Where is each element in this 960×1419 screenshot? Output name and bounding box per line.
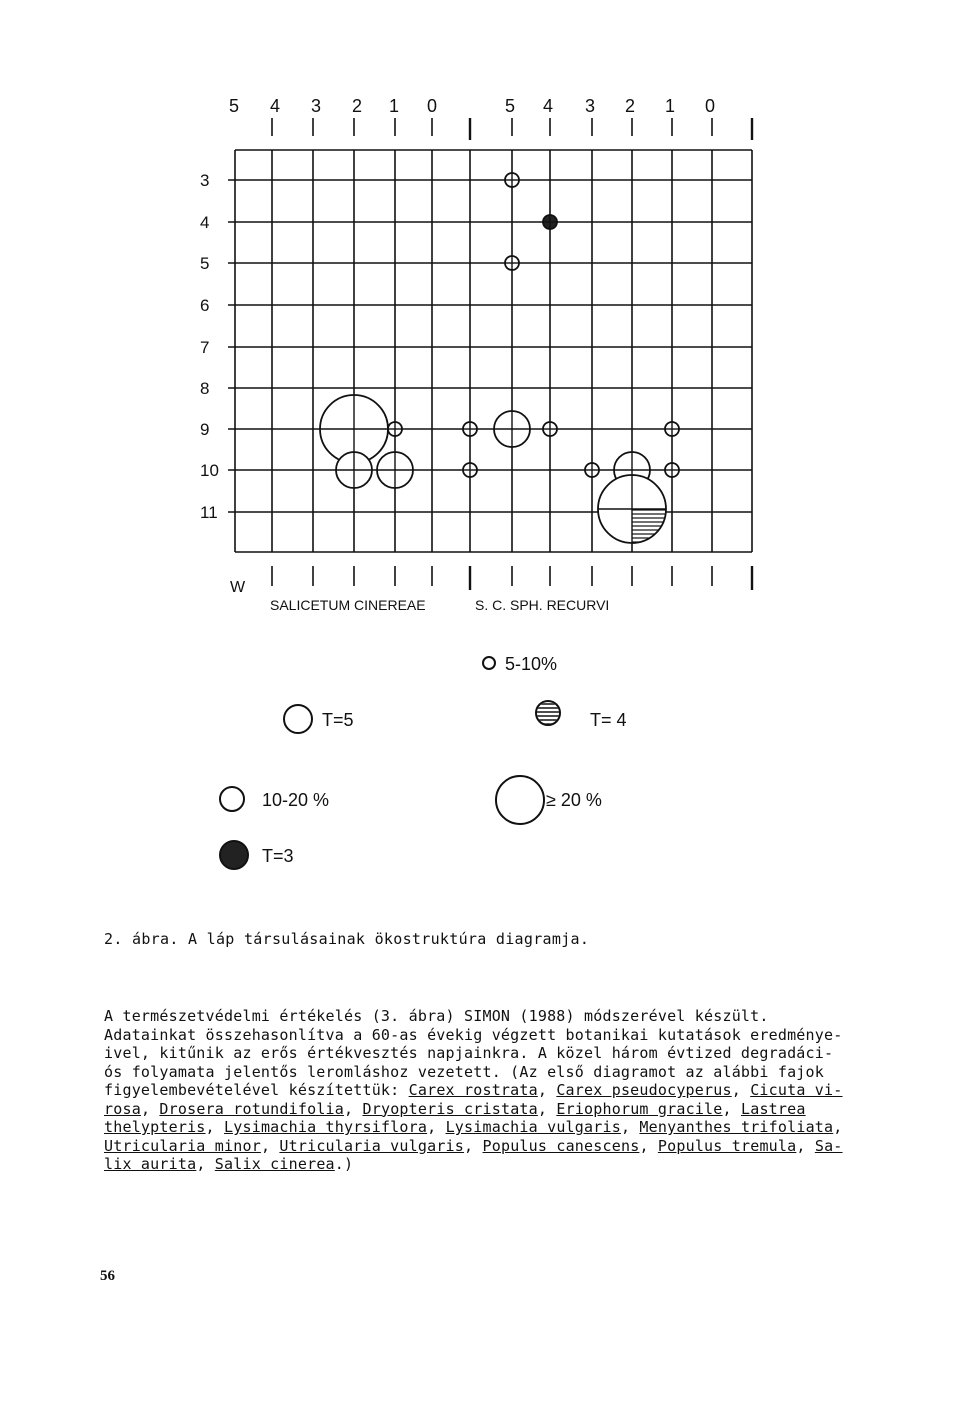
- top-axis-label: 3: [584, 96, 596, 116]
- species-name: Lysimachia thyrsiflora: [224, 1118, 428, 1136]
- data-circle: [336, 452, 372, 488]
- body-text: [104, 1007, 904, 1174]
- legend-large-circle: [496, 776, 544, 824]
- legend-medium-label: 10-20 %: [262, 790, 330, 810]
- top-axis-label: 3: [310, 96, 322, 116]
- data-circle: [543, 215, 557, 229]
- body-line: [104, 1081, 904, 1100]
- top-axis-label: 1: [664, 96, 676, 116]
- body-fragment: .): [334, 1155, 354, 1173]
- diagram-circles: [320, 173, 679, 543]
- data-circle: [505, 256, 519, 270]
- data-circle: [463, 422, 477, 436]
- body-fragment: ,: [344, 1099, 363, 1118]
- diagram-legend: [220, 654, 627, 869]
- data-circle: [665, 422, 679, 436]
- row-label: 10: [200, 461, 219, 480]
- body-fragment: ,: [537, 1081, 557, 1099]
- data-circle: [463, 463, 477, 477]
- community-label-right: S. C. SPH. RECURVI: [475, 597, 610, 613]
- species-name: Drosera rotundifolia: [159, 1099, 345, 1118]
- data-circle: [494, 411, 530, 447]
- species-name: Carex rostrata: [408, 1081, 538, 1099]
- row-label: 11: [200, 503, 218, 522]
- body-fragment: ,: [205, 1118, 225, 1136]
- legend-t4-circle: [536, 701, 560, 725]
- body-fragment: ,: [196, 1155, 215, 1173]
- data-circle: [543, 422, 557, 436]
- species-name: Lysimachia vulgaris: [445, 1118, 621, 1136]
- body-line: [104, 1044, 904, 1063]
- body-line: [104, 1007, 904, 1026]
- body-fragment: ivel, kitűnik az erős értékvesztés napjainkra. A közel három évtized degradáci-: [104, 1044, 834, 1062]
- row-label: 6: [200, 296, 210, 315]
- top-axis-label: 0: [426, 96, 438, 116]
- species-name: rosa: [104, 1099, 141, 1118]
- row-label: 3: [200, 171, 210, 190]
- top-axis-label: 5: [228, 96, 240, 116]
- corner-label: W: [230, 579, 246, 596]
- top-axis-label: 2: [351, 96, 363, 116]
- row-label: 5: [200, 254, 210, 273]
- body-line: [104, 1100, 904, 1119]
- data-circle: [665, 463, 679, 477]
- legend-t4-label: T= 4: [590, 710, 627, 730]
- data-circle: [585, 463, 599, 477]
- body-fragment: ,: [620, 1118, 640, 1136]
- diagram-grid: [228, 118, 752, 590]
- species-name: Populus canescens: [482, 1136, 640, 1155]
- species-name: Menyanthes trifoliata: [639, 1118, 834, 1136]
- top-axis-label: 4: [269, 96, 281, 116]
- body-fragment: ,: [639, 1136, 658, 1155]
- top-axis-label: 0: [704, 96, 716, 116]
- body-fragment: ós folyamata jelentős leromláshoz vezetett. (Az első diagramot az alábbi fajok: [104, 1062, 824, 1081]
- body-fragment: ,: [722, 1099, 741, 1118]
- legend-small-circle: [483, 657, 495, 669]
- species-name: Eriophorum gracile: [556, 1099, 723, 1118]
- body-line: [104, 1026, 904, 1045]
- data-circle: [505, 173, 519, 187]
- species-name: Dryopteris cristata: [362, 1099, 538, 1118]
- data-circle: [598, 475, 666, 543]
- top-axis-label: 2: [624, 96, 636, 116]
- data-circle: [388, 422, 402, 436]
- species-name: Salix cinerea: [214, 1155, 335, 1173]
- body-line: [104, 1063, 904, 1082]
- body-fragment: ,: [427, 1118, 446, 1136]
- body-fragment: ,: [464, 1136, 483, 1155]
- species-name: Lastrea: [740, 1099, 806, 1118]
- top-axis-label: 5: [504, 96, 516, 116]
- body-fragment: ,: [140, 1099, 160, 1118]
- body-line: [104, 1118, 904, 1137]
- body-fragment: ,: [731, 1081, 751, 1099]
- legend-small-label: 5-10%: [505, 654, 558, 674]
- legend-t5-circle: [284, 705, 312, 733]
- species-name: Populus tremula: [657, 1136, 797, 1155]
- legend-t3-circle: [220, 841, 248, 869]
- figure-caption: 2. ábra. A láp társulásainak ökostruktúra diagramja.: [104, 930, 590, 948]
- legend-large-label: ≥ 20 %: [546, 790, 602, 810]
- row-label: 4: [200, 213, 210, 232]
- legend-t5-label: T=5: [322, 710, 354, 730]
- body-line: [104, 1155, 904, 1174]
- page-number: 56: [100, 1268, 115, 1284]
- species-name: Sa-: [814, 1136, 843, 1155]
- species-name: Utricularia minor: [104, 1136, 261, 1155]
- body-fragment: A természetvédelmi értékelés (3. ábra) SIMON (1988) módszerével készült.: [104, 1007, 769, 1025]
- legend-t3-label: T=3: [262, 846, 294, 866]
- species-name: Cicuta vi-: [750, 1081, 843, 1099]
- species-name: lix aurita: [104, 1155, 197, 1173]
- body-line: [104, 1137, 904, 1156]
- species-name: Carex pseudocyperus: [556, 1081, 732, 1099]
- body-fragment: ,: [260, 1136, 280, 1155]
- body-fragment: ,: [537, 1099, 557, 1118]
- legend-medium-circle: [220, 787, 244, 811]
- row-label: 9: [200, 420, 210, 439]
- top-axis-label: 4: [542, 96, 554, 116]
- body-fragment: Adatainkat összehasonlítva a 60-as évekig végzett botanikai kutatások eredménye-: [104, 1025, 843, 1044]
- species-name: thelypteris: [104, 1118, 206, 1136]
- community-label-left: SALICETUM CINEREAE: [270, 597, 426, 613]
- body-fragment: ,: [833, 1118, 843, 1136]
- data-circle: [377, 452, 413, 488]
- top-axis-label: 1: [388, 96, 400, 116]
- row-label: 8: [200, 379, 210, 398]
- row-label: 7: [200, 338, 210, 357]
- species-name: Utricularia vulgaris: [279, 1136, 465, 1155]
- body-fragment: ,: [796, 1136, 815, 1155]
- body-fragment: figyelembevételével készítettük:: [104, 1081, 409, 1099]
